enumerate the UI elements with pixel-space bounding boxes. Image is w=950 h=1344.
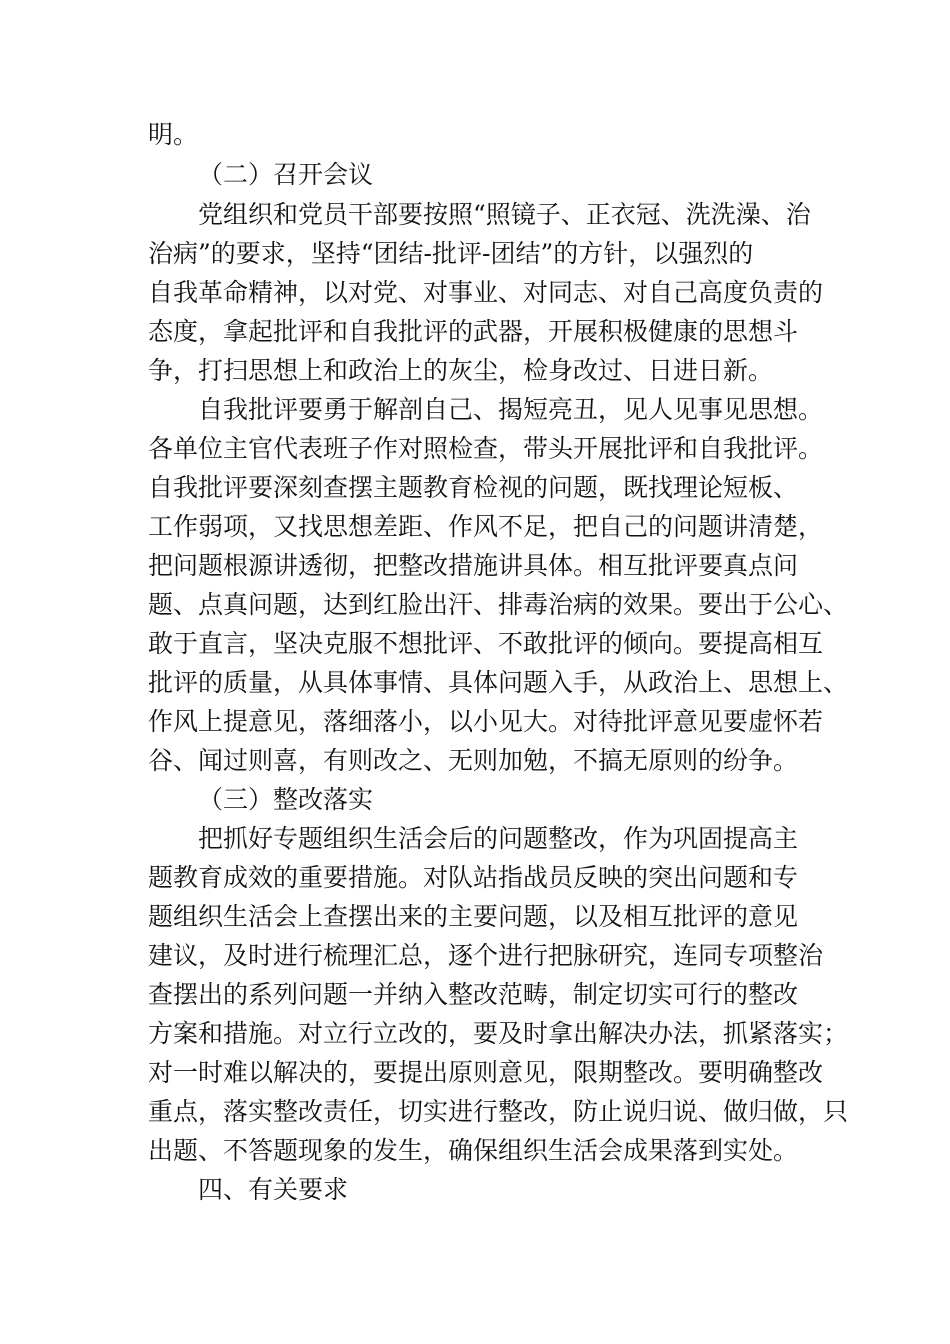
text-line: 对一时难以解决的，要提出原则意见，限期整改。要明确整改 xyxy=(148,1058,824,1087)
section-heading: （三）整改落实 xyxy=(198,785,374,814)
text-line: 敢于直言，坚决克服不想批评、不敢批评的倾向。要提高相互 xyxy=(148,629,824,658)
text-line: 治病”的要求，坚持“团结-批评-团结”的方针，以强烈的 xyxy=(148,239,754,268)
text-line: 题、点真问题，达到红脸出汗、排毒治病的效果。要出于公心、 xyxy=(148,590,849,619)
text-line: 明。 xyxy=(148,120,199,149)
section-heading: （二）召开会议 xyxy=(198,160,374,189)
text-line: 工作弱项，又找思想差距、作风不足，把自己的问题讲清楚， xyxy=(148,512,824,541)
text-line: 建议，及时进行梳理汇总，逐个进行把脉研究，连同专项整治 xyxy=(148,941,824,970)
text-line: 查摆出的系列问题一并纳入整改范畴，制定切实可行的整改 xyxy=(148,980,799,1009)
text-line: 作风上提意见，落细落小，以小见大。对待批评意见要虚怀若 xyxy=(148,707,824,736)
text-line: 重点，落实整改责任，切实进行整改，防止说归说、做归做，只 xyxy=(148,1097,849,1126)
text-line: 出题、不答题现象的发生，确保组织生活会成果落到实处。 xyxy=(148,1136,799,1165)
text-line: 态度，拿起批评和自我批评的武器，开展积极健康的思想斗 xyxy=(148,317,799,346)
text-line: 各单位主官代表班子作对照检查，带头开展批评和自我批评。 xyxy=(148,434,824,463)
text-line: 把问题根源讲透彻，把整改措施讲具体。相互批评要真点问 xyxy=(148,551,799,580)
text-line: 题组织生活会上查摆出来的主要问题，以及相互批评的意见 xyxy=(148,902,799,931)
text-line: 谷、闻过则喜，有则改之、无则加勉，不搞无原则的纷争。 xyxy=(148,746,799,775)
text-line: 自我批评要勇于解剖自己、揭短亮丑，见人见事见思想。 xyxy=(198,395,824,424)
text-line: 争，打扫思想上和政治上的灰尘，检身改过、日进日新。 xyxy=(148,356,774,385)
text-line: 把抓好专题组织生活会后的问题整改，作为巩固提高主 xyxy=(198,824,799,853)
text-line: 自我革命精神，以对党、对事业、对同志、对自己高度负责的 xyxy=(148,278,824,307)
text-line: 自我批评要深刻查摆主题教育检视的问题，既找理论短板、 xyxy=(148,473,799,502)
text-line: 题教育成效的重要措施。对队站指战员反映的突出问题和专 xyxy=(148,863,799,892)
section-heading: 四、有关要求 xyxy=(198,1175,349,1204)
text-line: 方案和措施。对立行立改的，要及时拿出解决办法，抓紧落实； xyxy=(148,1019,849,1048)
text-line: 党组织和党员干部要按照“照镜子、正衣冠、洗洗澡、治 xyxy=(198,200,811,229)
text-line: 批评的质量，从具体事情、具体问题入手，从政治上、思想上、 xyxy=(148,668,849,697)
